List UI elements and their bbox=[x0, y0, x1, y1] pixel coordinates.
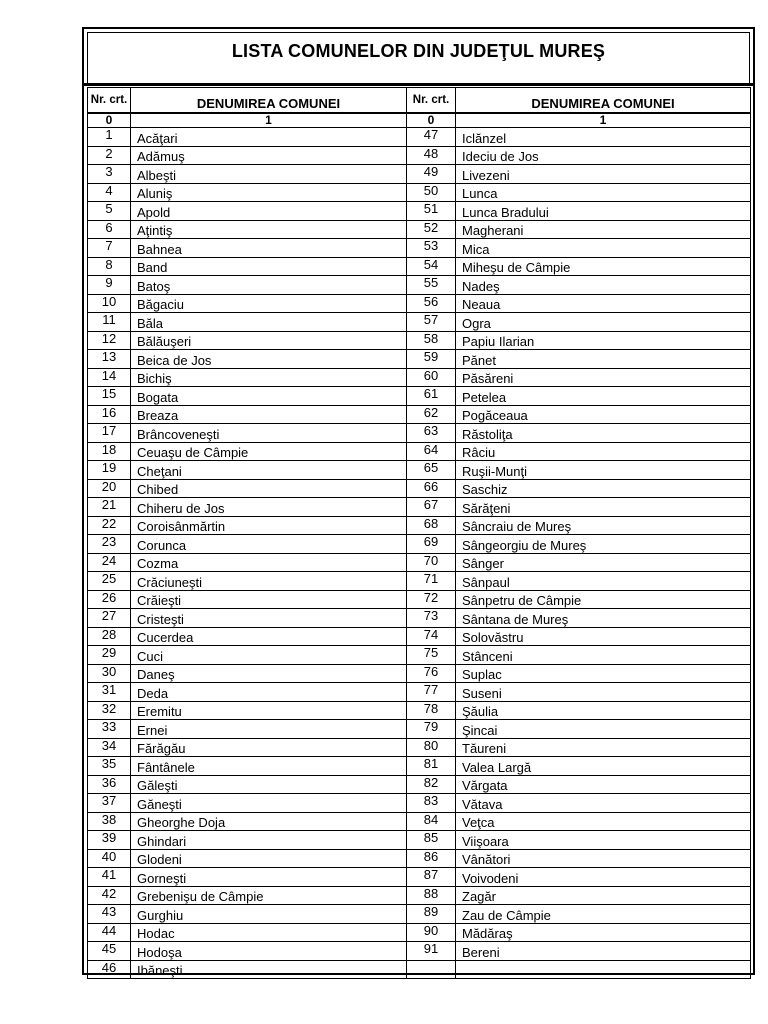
column-index-left-nr: 0 bbox=[88, 113, 131, 128]
right-commune-name: Magherani bbox=[456, 220, 751, 239]
right-nr-cell: 69 bbox=[407, 535, 456, 554]
title-divider bbox=[84, 83, 753, 86]
table-row bbox=[88, 886, 751, 905]
right-commune-name: Vărgata bbox=[456, 775, 751, 794]
left-nr-cell: 41 bbox=[88, 868, 131, 887]
left-commune-name: Aluniş bbox=[131, 183, 407, 202]
right-nr-cell: 87 bbox=[407, 868, 456, 887]
left-commune-name: Albeşti bbox=[131, 165, 407, 184]
table-row bbox=[88, 646, 751, 665]
left-nr-cell: 14 bbox=[88, 368, 131, 387]
table-row bbox=[88, 905, 751, 924]
left-nr-cell: 18 bbox=[88, 442, 131, 461]
left-commune-name: Gheorghe Doja bbox=[131, 812, 407, 831]
column-index-left-name: 1 bbox=[131, 113, 407, 128]
right-commune-name: Miheşu de Câmpie bbox=[456, 257, 751, 276]
right-nr-cell: 62 bbox=[407, 405, 456, 424]
right-commune-name: Saschiz bbox=[456, 479, 751, 498]
left-nr-cell: 3 bbox=[88, 165, 131, 184]
right-nr-cell: 60 bbox=[407, 368, 456, 387]
table-row bbox=[88, 516, 751, 535]
left-commune-name: Băgaciu bbox=[131, 294, 407, 313]
communes-table bbox=[87, 87, 751, 979]
table-header-row bbox=[88, 88, 751, 114]
left-commune-name: Batoş bbox=[131, 276, 407, 295]
left-nr-cell: 29 bbox=[88, 646, 131, 665]
table-row bbox=[88, 868, 751, 887]
left-commune-name: Băla bbox=[131, 313, 407, 332]
left-commune-name: Ghindari bbox=[131, 831, 407, 850]
left-nr-cell: 37 bbox=[88, 794, 131, 813]
left-commune-name: Band bbox=[131, 257, 407, 276]
left-nr-cell: 25 bbox=[88, 572, 131, 591]
right-nr-cell: 72 bbox=[407, 590, 456, 609]
right-commune-name: Păsăreni bbox=[456, 368, 751, 387]
table-row bbox=[88, 683, 751, 702]
right-commune-name: Şincai bbox=[456, 720, 751, 739]
right-commune-name: Lunca Bradului bbox=[456, 202, 751, 221]
left-commune-name: Grebenişu de Câmpie bbox=[131, 886, 407, 905]
left-nr-cell: 10 bbox=[88, 294, 131, 313]
left-commune-name: Aţintiş bbox=[131, 220, 407, 239]
left-nr-cell: 39 bbox=[88, 831, 131, 850]
table-body bbox=[88, 128, 751, 979]
table-row bbox=[88, 849, 751, 868]
left-commune-name: Bălăuşeri bbox=[131, 331, 407, 350]
table-row bbox=[88, 794, 751, 813]
table-row bbox=[88, 461, 751, 480]
left-commune-name: Cucerdea bbox=[131, 627, 407, 646]
table-row bbox=[88, 923, 751, 942]
left-commune-name: Ceuaşu de Câmpie bbox=[131, 442, 407, 461]
right-nr-cell: 68 bbox=[407, 516, 456, 535]
left-commune-name: Crăieşti bbox=[131, 590, 407, 609]
table-row bbox=[88, 738, 751, 757]
left-commune-name: Chiheru de Jos bbox=[131, 498, 407, 517]
table-row bbox=[88, 572, 751, 591]
right-nr-cell: 82 bbox=[407, 775, 456, 794]
right-commune-name: Ogra bbox=[456, 313, 751, 332]
placeholder-symbols bbox=[456, 960, 751, 979]
right-commune-name: Mădăraş bbox=[456, 923, 751, 942]
left-commune-name: Gorneşti bbox=[131, 868, 407, 887]
left-nr-cell: 13 bbox=[88, 350, 131, 369]
right-commune-name: Petelea bbox=[456, 387, 751, 406]
right-nr-cell: 91 bbox=[407, 942, 456, 961]
left-nr-cell: 15 bbox=[88, 387, 131, 406]
left-nr-cell: 5 bbox=[88, 202, 131, 221]
left-commune-name: Chibed bbox=[131, 479, 407, 498]
left-nr-cell: 19 bbox=[88, 461, 131, 480]
right-commune-name: Papiu Ilarian bbox=[456, 331, 751, 350]
left-commune-name: Cristeşti bbox=[131, 609, 407, 628]
left-commune-name: Acăţari bbox=[131, 128, 407, 147]
column-index-right-name: 1 bbox=[456, 113, 751, 128]
left-nr-cell: 30 bbox=[88, 664, 131, 683]
right-commune-name: Ideciu de Jos bbox=[456, 146, 751, 165]
right-commune-name: Râciu bbox=[456, 442, 751, 461]
left-nr-cell: 28 bbox=[88, 627, 131, 646]
right-nr-cell: 90 bbox=[407, 923, 456, 942]
table-row bbox=[88, 239, 751, 258]
left-nr-cell: 26 bbox=[88, 590, 131, 609]
right-commune-name: Lunca bbox=[456, 183, 751, 202]
right-nr-cell: 83 bbox=[407, 794, 456, 813]
left-commune-name: Corunca bbox=[131, 535, 407, 554]
right-nr-cell: 66 bbox=[407, 479, 456, 498]
left-nr-cell: 9 bbox=[88, 276, 131, 295]
table-row bbox=[88, 350, 751, 369]
table-row bbox=[88, 405, 751, 424]
left-nr-cell: 45 bbox=[88, 942, 131, 961]
left-nr-cell: 21 bbox=[88, 498, 131, 517]
table-row bbox=[88, 183, 751, 202]
right-nr-cell: 63 bbox=[407, 424, 456, 443]
right-commune-name: Sânpetru de Câmpie bbox=[456, 590, 751, 609]
right-nr-cell: 48 bbox=[407, 146, 456, 165]
right-nr-cell: 47 bbox=[407, 128, 456, 147]
table-row bbox=[88, 757, 751, 776]
table-row bbox=[88, 313, 751, 332]
right-nr-cell: 49 bbox=[407, 165, 456, 184]
right-commune-name: Suseni bbox=[456, 683, 751, 702]
right-commune-name: Neaua bbox=[456, 294, 751, 313]
right-nr-cell: 51 bbox=[407, 202, 456, 221]
nr-crt-header-left: Nr. crt. bbox=[88, 88, 131, 114]
left-commune-name: Ernei bbox=[131, 720, 407, 739]
left-commune-name: Bahnea bbox=[131, 239, 407, 258]
table-row bbox=[88, 442, 751, 461]
column-index-right-nr: 0 bbox=[407, 113, 456, 128]
right-nr-cell: 65 bbox=[407, 461, 456, 480]
left-commune-name: Găleşti bbox=[131, 775, 407, 794]
left-commune-name: Bogata bbox=[131, 387, 407, 406]
right-nr-cell: 74 bbox=[407, 627, 456, 646]
table-row bbox=[88, 553, 751, 572]
right-commune-name: Zau de Câmpie bbox=[456, 905, 751, 924]
right-commune-name: Ruşii-Munţi bbox=[456, 461, 751, 480]
right-commune-name: Livezeni bbox=[456, 165, 751, 184]
table-row bbox=[88, 257, 751, 276]
table-row bbox=[88, 128, 751, 147]
right-nr-cell: 54 bbox=[407, 257, 456, 276]
right-commune-name: Stânceni bbox=[456, 646, 751, 665]
left-nr-cell: 7 bbox=[88, 239, 131, 258]
right-nr-cell: 58 bbox=[407, 331, 456, 350]
table-row bbox=[88, 387, 751, 406]
right-commune-name: Vătava bbox=[456, 794, 751, 813]
table-row bbox=[88, 479, 751, 498]
left-nr-cell: 32 bbox=[88, 701, 131, 720]
right-nr-cell: 88 bbox=[407, 886, 456, 905]
left-commune-name: Crăciuneşti bbox=[131, 572, 407, 591]
left-nr-cell: 42 bbox=[88, 886, 131, 905]
left-nr-cell: 4 bbox=[88, 183, 131, 202]
right-commune-name: Mica bbox=[456, 239, 751, 258]
left-nr-cell: 40 bbox=[88, 849, 131, 868]
left-nr-cell: 12 bbox=[88, 331, 131, 350]
right-commune-name: Şăulia bbox=[456, 701, 751, 720]
table-row bbox=[88, 535, 751, 554]
left-commune-name: Hodoşa bbox=[131, 942, 407, 961]
right-nr-cell: 73 bbox=[407, 609, 456, 628]
right-commune-name: Pogăceaua bbox=[456, 405, 751, 424]
table-row bbox=[88, 942, 751, 961]
left-commune-name: Cheţani bbox=[131, 461, 407, 480]
table-row bbox=[88, 775, 751, 794]
table-row bbox=[88, 664, 751, 683]
right-nr-cell: 75 bbox=[407, 646, 456, 665]
left-commune-name: Breaza bbox=[131, 405, 407, 424]
left-nr-cell: 46 bbox=[88, 960, 131, 979]
right-commune-name: Veţca bbox=[456, 812, 751, 831]
right-nr-cell: 78 bbox=[407, 701, 456, 720]
right-commune-name: Iclănzel bbox=[456, 128, 751, 147]
left-commune-name: Brâncoveneşti bbox=[131, 424, 407, 443]
placeholder-symbol bbox=[407, 960, 456, 979]
right-commune-name: Voivodeni bbox=[456, 868, 751, 887]
right-nr-cell: 67 bbox=[407, 498, 456, 517]
left-commune-name: Hodac bbox=[131, 923, 407, 942]
commune-name-header-left: DENUMIREA COMUNEI bbox=[131, 88, 407, 114]
left-commune-name: Eremitu bbox=[131, 701, 407, 720]
table-row bbox=[88, 498, 751, 517]
commune-name-header-right: DENUMIREA COMUNEI bbox=[456, 88, 751, 114]
table-row bbox=[88, 960, 751, 979]
left-commune-name: Glodeni bbox=[131, 849, 407, 868]
right-nr-cell: 57 bbox=[407, 313, 456, 332]
left-nr-cell: 33 bbox=[88, 720, 131, 739]
left-nr-cell: 6 bbox=[88, 220, 131, 239]
right-nr-cell: 61 bbox=[407, 387, 456, 406]
column-index-row bbox=[88, 113, 751, 128]
left-nr-cell: 31 bbox=[88, 683, 131, 702]
left-commune-name: Coroisânmărtin bbox=[131, 516, 407, 535]
left-commune-name: Daneş bbox=[131, 664, 407, 683]
left-commune-name: Fărăgău bbox=[131, 738, 407, 757]
left-nr-cell: 22 bbox=[88, 516, 131, 535]
left-commune-name: Beica de Jos bbox=[131, 350, 407, 369]
right-commune-name: Pănet bbox=[456, 350, 751, 369]
table-row bbox=[88, 146, 751, 165]
right-commune-name: Zagăr bbox=[456, 886, 751, 905]
left-nr-cell: 35 bbox=[88, 757, 131, 776]
document-title: LISTA COMUNELOR DIN JUDEŢUL MUREŞ bbox=[231, 41, 606, 61]
right-nr-cell: 70 bbox=[407, 553, 456, 572]
right-commune-name: Sărăţeni bbox=[456, 498, 751, 517]
right-nr-cell: 59 bbox=[407, 350, 456, 369]
title-box bbox=[87, 32, 750, 84]
table-row bbox=[88, 220, 751, 239]
table-row bbox=[88, 294, 751, 313]
right-nr-cell: 80 bbox=[407, 738, 456, 757]
right-nr-cell: 76 bbox=[407, 664, 456, 683]
table-row bbox=[88, 331, 751, 350]
table-row bbox=[88, 609, 751, 628]
left-commune-name: Gurghiu bbox=[131, 905, 407, 924]
left-commune-name: Fântânele bbox=[131, 757, 407, 776]
left-nr-cell: 38 bbox=[88, 812, 131, 831]
table-row bbox=[88, 368, 751, 387]
left-commune-name: Adămuş bbox=[131, 146, 407, 165]
left-nr-cell: 2 bbox=[88, 146, 131, 165]
right-nr-cell: 86 bbox=[407, 849, 456, 868]
document-page bbox=[82, 27, 755, 978]
left-commune-name: Ibăneşti bbox=[131, 960, 407, 979]
left-nr-cell: 11 bbox=[88, 313, 131, 332]
left-nr-cell: 36 bbox=[88, 775, 131, 794]
right-commune-name: Solovăstru bbox=[456, 627, 751, 646]
table-row bbox=[88, 202, 751, 221]
left-nr-cell: 24 bbox=[88, 553, 131, 572]
right-commune-name: Tăureni bbox=[456, 738, 751, 757]
right-commune-name: Bereni bbox=[456, 942, 751, 961]
left-commune-name: Apold bbox=[131, 202, 407, 221]
table-row bbox=[88, 627, 751, 646]
right-commune-name: Suplac bbox=[456, 664, 751, 683]
right-commune-name: Viişoara bbox=[456, 831, 751, 850]
left-nr-cell: 17 bbox=[88, 424, 131, 443]
table-row bbox=[88, 831, 751, 850]
left-nr-cell: 8 bbox=[88, 257, 131, 276]
right-nr-cell: 52 bbox=[407, 220, 456, 239]
table-row bbox=[88, 701, 751, 720]
left-nr-cell: 34 bbox=[88, 738, 131, 757]
right-commune-name: Răstoliţa bbox=[456, 424, 751, 443]
right-nr-cell: 64 bbox=[407, 442, 456, 461]
left-nr-cell: 44 bbox=[88, 923, 131, 942]
right-nr-cell: 77 bbox=[407, 683, 456, 702]
right-commune-name: Vânători bbox=[456, 849, 751, 868]
right-nr-cell: 81 bbox=[407, 757, 456, 776]
table-row bbox=[88, 165, 751, 184]
right-nr-cell: 71 bbox=[407, 572, 456, 591]
left-nr-cell: 16 bbox=[88, 405, 131, 424]
left-nr-cell: 43 bbox=[88, 905, 131, 924]
table-row bbox=[88, 590, 751, 609]
right-commune-name: Sângeorgiu de Mureş bbox=[456, 535, 751, 554]
right-nr-cell: 53 bbox=[407, 239, 456, 258]
right-commune-name: Sântana de Mureş bbox=[456, 609, 751, 628]
nr-crt-header-right: Nr. crt. bbox=[407, 88, 456, 114]
right-commune-name: Valea Largă bbox=[456, 757, 751, 776]
right-commune-name: Sâncraiu de Mureş bbox=[456, 516, 751, 535]
left-commune-name: Cuci bbox=[131, 646, 407, 665]
left-commune-name: Deda bbox=[131, 683, 407, 702]
right-nr-cell: 55 bbox=[407, 276, 456, 295]
table-row bbox=[88, 812, 751, 831]
left-nr-cell: 1 bbox=[88, 128, 131, 147]
table-row bbox=[88, 424, 751, 443]
right-commune-name: Sânpaul bbox=[456, 572, 751, 591]
table-row bbox=[88, 720, 751, 739]
right-nr-cell: 85 bbox=[407, 831, 456, 850]
left-commune-name: Găneşti bbox=[131, 794, 407, 813]
left-nr-cell: 20 bbox=[88, 479, 131, 498]
right-commune-name: Sânger bbox=[456, 553, 751, 572]
right-nr-cell: 84 bbox=[407, 812, 456, 831]
right-nr-cell: 79 bbox=[407, 720, 456, 739]
table-row bbox=[88, 276, 751, 295]
left-commune-name: Cozma bbox=[131, 553, 407, 572]
left-commune-name: Bichiş bbox=[131, 368, 407, 387]
left-nr-cell: 27 bbox=[88, 609, 131, 628]
left-nr-cell: 23 bbox=[88, 535, 131, 554]
right-commune-name: Nadeş bbox=[456, 276, 751, 295]
right-nr-cell: 56 bbox=[407, 294, 456, 313]
right-nr-cell: 89 bbox=[407, 905, 456, 924]
right-nr-cell: 50 bbox=[407, 183, 456, 202]
